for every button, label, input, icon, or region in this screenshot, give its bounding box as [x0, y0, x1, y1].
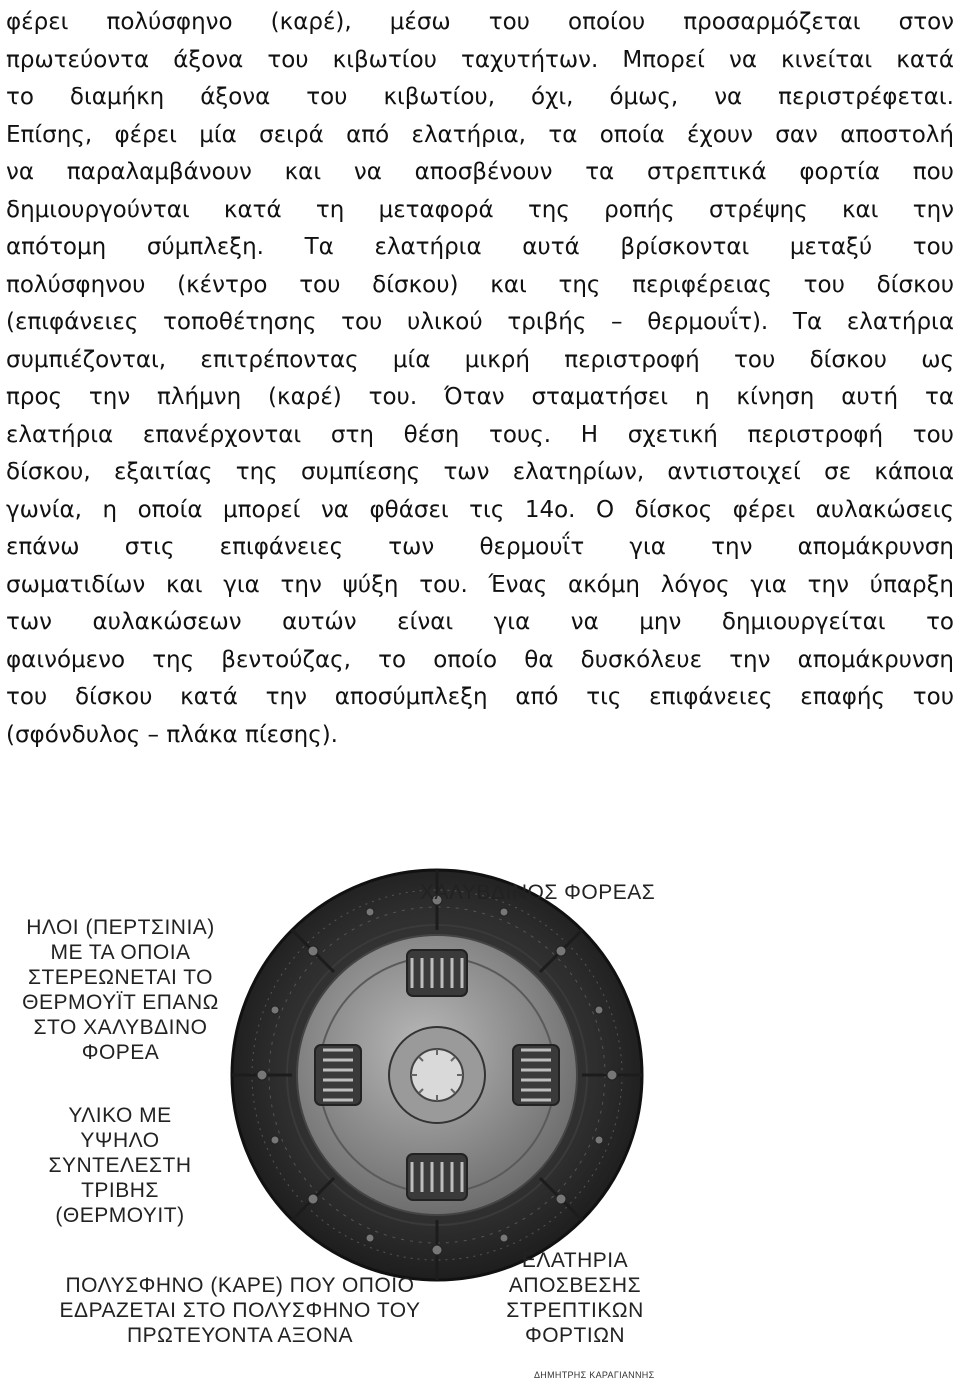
text-line: γωνία, η οποία μπορεί να φθάσει τις 14ο. Ο δίσκος φέρει αυλακώσεις: [6, 496, 954, 523]
text-line: να παραλαμβάνουν και να αποσβένουν τα στρεπτικά φορτία που: [6, 159, 954, 185]
label-steel-carrier: ΧΑΛΥΒΔΙΝΟΣ ΦΟΡΕΑΣ: [420, 881, 656, 904]
text-line: ελατήρια επανέρχονται στη θέση τους. Η σχετική περιστροφή του: [6, 421, 954, 448]
text-line: σωματιδίων και για την ψύξη του. Ένας ακόμη λόγος για την ύπαρξη: [6, 571, 954, 598]
label-friction-material: ΥΛΙΚΟ ΜΕ ΥΨΗΛΟ ΣΥΝΤΕΛΕΣΤΗ ΤΡΙΒΗΣ (ΘΕΡΜΟΥΙΤ): [48, 1104, 192, 1227]
label-damper-springs: ΕΛΑΤΗΡΙΑ ΑΠΟΣΒΕΣΗΣ ΣΤΡΕΠΤΙΚΩΝ ΦΟΡΤΙΩΝ: [506, 1249, 644, 1347]
text-line: προς την πλήμνη (καρέ) του. Όταν σταματήσει η κίνηση αυτή τα: [6, 384, 954, 410]
text-line: Επίσης, φέρει μία σειρά από ελατήρια, τα οποία έχουν σαν αποστολή: [6, 121, 954, 148]
text-line: φαινόμενο της βεντούζας, το οποίο θα δυσκόλευε την απομάκρυνση: [6, 646, 954, 673]
label-rivets: ΗΛΟΙ (ΠΕΡΤΣΙΝΙΑ) ΜΕ ΤΑ ΟΠΟΙΑ ΣΤΕΡΕΩΝΕΤΑΙ ΤΟ ΘΕΡΜΟΥΪΤ ΕΠΑΝΩ ΣΤΟ ΧΑΛΥΒΔΙΝΟ ΦΟΡΕΑ: [22, 916, 219, 1064]
text-line: πρωτεύοντα άξονα του κιβωτίου ταχυτήτων. Μπορεί να κινείται κατά: [6, 46, 954, 73]
text-line: απότομη σύμπλεξη. Τα ελατήρια αυτά βρίσκονται μεταξύ του: [6, 234, 954, 260]
text-line: δίσκου, εξαιτίας της συμπίεσης των ελατηρίων, αντιστοιχεί σε κάποια: [6, 459, 954, 485]
text-line: (επιφάνειες τοποθέτησης του υλικού τριβής – θερμουΐτ). Τα ελατήρια: [6, 309, 954, 335]
text-line: συμπιέζονται, επιτρέποντας μία μικρή περιστροφή του δίσκου ως: [6, 346, 954, 373]
body-text: [6, 4, 954, 754]
label-splined-hub: ΠΟΛΥΣΦΗΝΟ (ΚΑΡΕ) ΠΟΥ ΟΠΟΙΟ ΕΔΡΑΖΕΤΑΙ ΣΤΟ ΠΟΛΥΣΦΗΝΟ ΤΟΥ ΠΡΩΤΕΥΟΝΤΑ ΑΞΟΝΑ: [59, 1274, 421, 1347]
text-line: το διαμήκη άξονα του κιβωτίου, όχι, όμως, να περιστρέφεται.: [6, 84, 954, 110]
text-line: των αυλακώσεων αυτών είναι για να μην δημιουργείται το: [6, 609, 954, 635]
clutch-disc-figure: [0, 860, 960, 1387]
text-line: πολύσφηνου (κέντρο του δίσκου) και της περιφέρειας του δίσκου: [6, 271, 954, 298]
author-credit: ΔΗΜΗΤΡΗΣ ΚΑΡΑΓΙΑΝΝΗΣ: [534, 1370, 655, 1380]
text-line: επάνω στις επιφάνειες των θερμουΐτ για την απομάκρυνση: [6, 534, 954, 560]
text-line: του δίσκου κατά την αποσύμπλεξη από τις επιφάνειες επαφής του: [6, 684, 954, 710]
text-line: (σφόνδυλος – πλάκα πίεσης).: [6, 721, 338, 748]
text-line: φέρει πολύσφηνο (καρέ), μέσω του οποίου προσαρμόζεται στον: [6, 9, 954, 35]
text-line: δημιουργούνται κατά τη μεταφορά της ροπής στρέψης και την: [6, 196, 954, 223]
